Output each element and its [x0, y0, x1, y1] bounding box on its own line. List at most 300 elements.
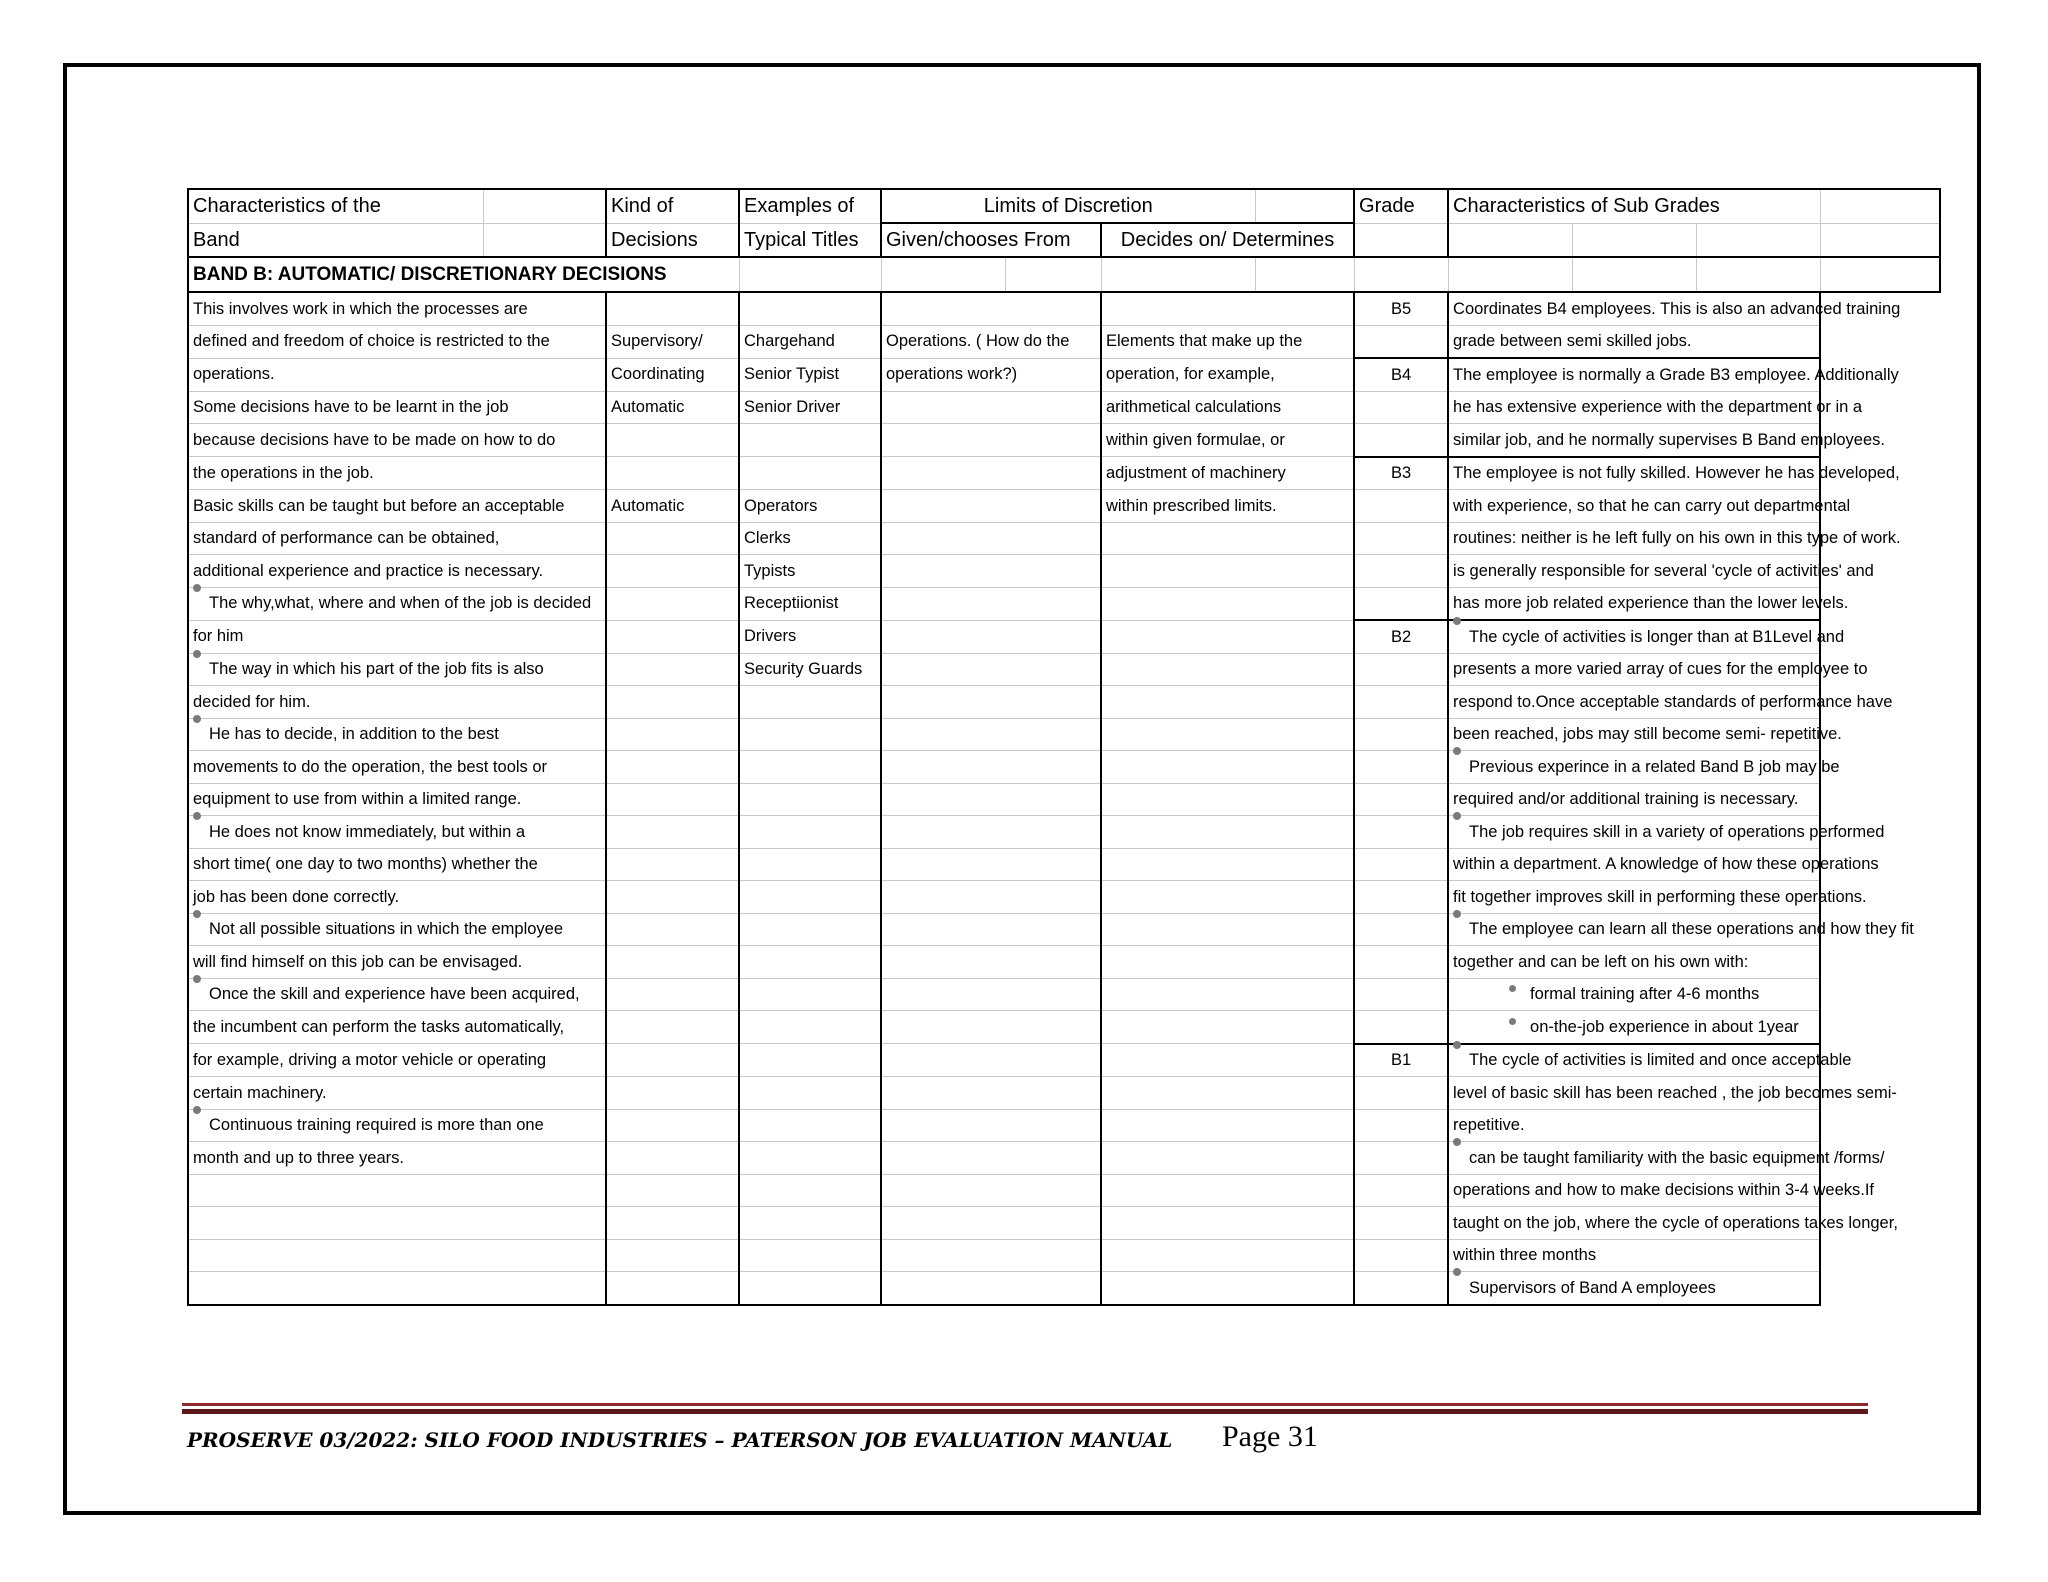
cell-subgrade — [1448, 718, 1842, 751]
cell-given — [881, 881, 1101, 914]
cell-given — [881, 946, 1101, 979]
cell-characteristics: movements to do the operation, the best tools or — [188, 751, 606, 784]
subgrade-text: formal training after 4-6 months — [1530, 985, 1760, 1003]
cell-grade — [1354, 978, 1448, 1011]
cell-characteristics: will find himself on this job can be envisaged. — [188, 946, 606, 979]
cell-given — [881, 1077, 1101, 1110]
cell-given — [881, 1174, 1101, 1207]
cell-given — [881, 555, 1101, 588]
cell-grade — [1354, 881, 1448, 914]
cell-subgrade — [1448, 686, 1893, 719]
header-typical-titles: Typical Titles — [739, 223, 881, 257]
cell-subgrade — [1448, 1272, 1820, 1305]
cell-given — [881, 620, 1101, 653]
cell-grade — [1354, 751, 1448, 784]
cell-subgrade — [1448, 1011, 1820, 1044]
header-characteristics: Characteristics of the — [188, 189, 483, 223]
cell-subgrade — [1448, 587, 1849, 620]
subgrade-text: routines: neither is he left fully on his own in this type of work. — [1453, 529, 1901, 547]
cell-decides — [1101, 1077, 1354, 1110]
cell-given — [881, 587, 1101, 620]
cell-decides: operation, for example, — [1101, 358, 1354, 391]
cell-decides — [1101, 1142, 1354, 1175]
subgrade-text: required and/or additional training is necessary. — [1453, 790, 1799, 808]
table-row — [188, 1142, 1940, 1175]
cell-subgrade — [1448, 325, 1820, 358]
cell-kind — [606, 946, 739, 979]
subgrade-text: within a department. A knowledge of how these operations — [1453, 855, 1879, 873]
cell-titles — [739, 1044, 881, 1077]
band-b-table — [187, 188, 1941, 1306]
band-title-row — [188, 257, 1940, 292]
cell-grade — [1354, 848, 1448, 881]
cell-kind — [606, 522, 739, 555]
subgrade-text: can be taught familiarity with the basic equipment /forms/ — [1469, 1148, 1885, 1167]
bullet-icon — [1509, 1018, 1516, 1025]
table-row — [188, 1044, 1940, 1077]
cell-decides — [1101, 555, 1354, 588]
cell-kind — [606, 881, 739, 914]
cell-subgrade — [1448, 457, 1900, 490]
cell-kind — [606, 1044, 739, 1077]
cell-kind — [606, 686, 739, 719]
cell-characteristics: operations. — [188, 358, 606, 391]
cell-given: operations work?) — [881, 358, 1101, 391]
table-row — [188, 686, 1940, 719]
subgrade-text: The employee can learn all these operations and how they fit — [1469, 920, 1914, 938]
bullet-icon — [1509, 985, 1516, 992]
cell-subgrade — [1448, 555, 1874, 588]
subgrade-text: has more job related experience than the lower levels. — [1453, 594, 1849, 612]
page-number: Page 31 — [1222, 1420, 1318, 1453]
subgrade-text: Previous experince in a related Band B job may be — [1469, 757, 1840, 776]
cell-titles — [739, 686, 881, 719]
header-band: Band — [188, 223, 483, 257]
cell-kind — [606, 816, 739, 849]
cell-characteristics: job has been done correctly. — [188, 881, 606, 914]
cell-decides — [1101, 522, 1354, 555]
cell-characteristics: defined and freedom of choice is restricted to the — [188, 325, 606, 358]
cell-given — [881, 490, 1101, 523]
cell-kind — [606, 978, 739, 1011]
cell-characteristics: Some decisions have to be learnt in the job — [188, 391, 606, 424]
table-row — [188, 1239, 1940, 1272]
cell-given — [881, 1142, 1101, 1175]
table-row — [188, 1174, 1940, 1207]
cell-grade: B3 — [1354, 457, 1448, 490]
cell-characteristics: the incumbent can perform the tasks automatically, — [188, 1011, 606, 1044]
cell-grade — [1354, 946, 1448, 979]
subgrade-text: The cycle of activities is longer than at B1Level and — [1469, 627, 1845, 646]
cell-subgrade — [1448, 620, 1845, 653]
cell-given — [881, 816, 1101, 849]
cell-titles — [739, 1011, 881, 1044]
cell-decides: arithmetical calculations — [1101, 391, 1354, 424]
subgrade-text: on-the-job experience in about 1year — [1530, 1017, 1799, 1036]
cell-titles: Security Guards — [739, 653, 881, 686]
cell-decides — [1101, 751, 1354, 784]
cell-titles — [739, 751, 881, 784]
cell-characteristics — [188, 1207, 606, 1240]
cell-kind — [606, 1077, 739, 1110]
table-row — [188, 424, 1940, 457]
table-row — [188, 555, 1940, 588]
cell-titles — [739, 1207, 881, 1240]
cell-grade — [1354, 1109, 1448, 1142]
cell-kind — [606, 620, 739, 653]
cell-titles — [739, 1142, 881, 1175]
table-row — [188, 620, 1940, 653]
cell-decides — [1101, 816, 1354, 849]
cell-grade — [1354, 522, 1448, 555]
table-row — [188, 946, 1940, 979]
cell-given — [881, 848, 1101, 881]
subgrade-text: together and can be left on his own with: — [1453, 952, 1749, 971]
cell-subgrade — [1448, 913, 1914, 946]
cell-subgrade — [1448, 1142, 1885, 1175]
subgrade-text: level of basic skill has been reached , the job becomes semi- — [1453, 1083, 1897, 1102]
cell-given — [881, 522, 1101, 555]
subgrade-text: respond to.Once acceptable standards of performance have — [1453, 692, 1893, 711]
cell-kind — [606, 718, 739, 751]
cell-given — [881, 391, 1101, 424]
cell-decides — [1101, 686, 1354, 719]
subgrade-text: Coordinates B4 employees. This is also an advanced training — [1453, 299, 1901, 318]
cell-decides — [1101, 1207, 1354, 1240]
cell-decides — [1101, 1109, 1354, 1142]
cell-subgrade — [1448, 978, 1820, 1011]
table-row — [188, 1077, 1940, 1110]
header-decides: Decides on/ Determines — [1101, 223, 1354, 257]
cell-kind — [606, 587, 739, 620]
cell-given — [881, 424, 1101, 457]
table-row — [188, 1207, 1940, 1240]
cell-subgrade — [1448, 783, 1820, 816]
table-row — [188, 391, 1940, 424]
cell-kind — [606, 783, 739, 816]
header-grade: Grade — [1354, 189, 1448, 223]
cell-decides — [1101, 1272, 1354, 1305]
cell-grade — [1354, 718, 1448, 751]
cell-grade — [1354, 653, 1448, 686]
cell-kind: Automatic — [606, 490, 739, 523]
cell-characteristics: decided for him. — [188, 686, 606, 719]
table-row — [188, 848, 1940, 881]
cell-given — [881, 1011, 1101, 1044]
subgrade-text: within three months — [1453, 1246, 1597, 1264]
cell-subgrade — [1448, 1109, 1820, 1142]
cell-decides — [1101, 848, 1354, 881]
cell-titles — [739, 946, 881, 979]
cell-titles — [739, 1109, 881, 1142]
cell-subgrade — [1448, 1174, 1875, 1207]
subgrade-text: grade between semi skilled jobs. — [1453, 332, 1692, 350]
cell-characteristics — [188, 1239, 606, 1272]
cell-decides: within given formulae, or — [1101, 424, 1354, 457]
table-row — [188, 457, 1940, 490]
cell-titles — [739, 424, 881, 457]
cell-subgrade — [1448, 490, 1851, 523]
cell-decides — [1101, 913, 1354, 946]
cell-kind — [606, 1174, 739, 1207]
cell-grade — [1354, 1272, 1448, 1305]
cell-titles — [739, 978, 881, 1011]
table-row — [188, 913, 1940, 946]
cell-subgrade — [1448, 292, 1901, 325]
cell-titles — [739, 816, 881, 849]
subgrade-text: is generally responsible for several 'cycle of activities' and — [1453, 561, 1874, 580]
cell-characteristics: for example, driving a motor vehicle or operating — [188, 1044, 606, 1077]
cell-decides: within prescribed limits. — [1101, 490, 1354, 523]
footer-rule — [182, 1403, 1868, 1406]
cell-kind — [606, 1207, 739, 1240]
cell-grade — [1354, 1239, 1448, 1272]
subgrade-text: presents a more varied array of cues for the employee to — [1453, 660, 1868, 678]
table-row — [188, 783, 1940, 816]
cell-characteristics: additional experience and practice is necessary. — [188, 555, 606, 588]
footer-rule-thick — [182, 1409, 1868, 1414]
cell-given — [881, 1272, 1101, 1305]
cell-grade — [1354, 1011, 1448, 1044]
cell-titles — [739, 783, 881, 816]
cell-grade — [1354, 424, 1448, 457]
cell-titles — [739, 292, 881, 325]
cell-given — [881, 1109, 1101, 1142]
header-row-1 — [188, 189, 1940, 223]
header-limits: Limits of Discretion — [881, 189, 1255, 223]
cell-subgrade — [1448, 1077, 1897, 1110]
cell-subgrade — [1448, 946, 1820, 979]
header-subgrades: Characteristics of Sub Grades — [1448, 189, 1820, 223]
cell-subgrade — [1448, 424, 1885, 457]
cell-decides — [1101, 653, 1354, 686]
cell-kind — [606, 1142, 739, 1175]
subgrade-text: operations and how to make decisions within 3-4 weeks.If — [1453, 1181, 1875, 1199]
table-row — [188, 292, 1940, 325]
table-row — [188, 1272, 1940, 1305]
table-row — [188, 1109, 1940, 1142]
table-row — [188, 653, 1940, 686]
subgrade-text: The employee is normally a Grade B3 employee. Additionally — [1453, 365, 1899, 384]
cell-decides — [1101, 587, 1354, 620]
cell-kind — [606, 1011, 739, 1044]
cell-grade — [1354, 1077, 1448, 1110]
cell-decides — [1101, 1239, 1354, 1272]
cell-characteristics — [188, 1174, 606, 1207]
cell-characteristics: The way in which his part of the job fits is also — [188, 653, 606, 686]
cell-grade: B2 — [1354, 620, 1448, 653]
table-row — [188, 587, 1940, 620]
cell-kind — [606, 1272, 739, 1305]
cell-grade — [1354, 1142, 1448, 1175]
subgrade-text: repetitive. — [1453, 1116, 1525, 1134]
cell-characteristics: month and up to three years. — [188, 1142, 606, 1175]
subgrade-text: fit together improves skill in performing these operations. — [1453, 887, 1867, 906]
cell-subgrade — [1448, 881, 1867, 914]
cell-characteristics: The why,what, where and when of the job is decided — [188, 587, 606, 620]
cell-grade — [1354, 1174, 1448, 1207]
cell-decides — [1101, 881, 1354, 914]
cell-characteristics: Continuous training required is more than one — [188, 1109, 606, 1142]
cell-subgrade — [1448, 848, 1879, 881]
cell-titles — [739, 457, 881, 490]
cell-characteristics: standard of performance can be obtained, — [188, 522, 606, 555]
cell-subgrade — [1448, 1207, 1898, 1240]
cell-given — [881, 457, 1101, 490]
cell-kind — [606, 848, 739, 881]
header-examples: Examples of — [739, 189, 881, 223]
cell-given — [881, 653, 1101, 686]
cell-given: Operations. ( How do the — [881, 325, 1101, 358]
cell-titles — [739, 718, 881, 751]
cell-decides — [1101, 1011, 1354, 1044]
subgrade-text: with experience, so that he can carry out departmental — [1453, 496, 1851, 515]
cell-titles — [739, 1272, 881, 1305]
cell-grade — [1354, 555, 1448, 588]
cell-characteristics: He does not know immediately, but within a — [188, 816, 606, 849]
table-row — [188, 358, 1940, 391]
cell-kind — [606, 555, 739, 588]
table-row — [188, 978, 1940, 1011]
footer-title: PROSERVE 03/2022: SILO FOOD INDUSTRIES – PATERSON JOB EVALUATION MANUAL — [187, 1428, 1173, 1452]
cell-characteristics: certain machinery. — [188, 1077, 606, 1110]
table-row — [188, 881, 1940, 914]
table-row — [188, 718, 1940, 751]
cell-decides — [1101, 783, 1354, 816]
table-row — [188, 751, 1940, 784]
cell-subgrade — [1448, 1044, 1852, 1077]
cell-grade — [1354, 325, 1448, 358]
cell-given — [881, 1207, 1101, 1240]
cell-titles — [739, 881, 881, 914]
cell-characteristics: Basic skills can be taught but before an acceptable — [188, 490, 606, 523]
subgrade-text: The employee is not fully skilled. However he has developed, — [1453, 464, 1900, 482]
cell-grade — [1354, 686, 1448, 719]
cell-grade — [1354, 391, 1448, 424]
cell-titles: Typists — [739, 555, 881, 588]
cell-kind — [606, 1239, 739, 1272]
cell-decides — [1101, 1044, 1354, 1077]
cell-titles: Drivers — [739, 620, 881, 653]
cell-given — [881, 1044, 1101, 1077]
cell-given — [881, 686, 1101, 719]
header-decisions: Decisions — [606, 223, 739, 257]
table-row — [188, 1011, 1940, 1044]
cell-characteristics — [188, 1272, 606, 1305]
header-row-2 — [188, 223, 1940, 257]
cell-decides — [1101, 946, 1354, 979]
cell-grade: B5 — [1354, 292, 1448, 325]
table-row — [188, 522, 1940, 555]
cell-characteristics: Not all possible situations in which the employee — [188, 913, 606, 946]
cell-grade — [1354, 587, 1448, 620]
cell-titles: Operators — [739, 490, 881, 523]
cell-decides — [1101, 620, 1354, 653]
table-row — [188, 490, 1940, 523]
cell-decides — [1101, 718, 1354, 751]
subgrade-text: The job requires skill in a variety of operations performed — [1469, 822, 1885, 841]
cell-subgrade — [1448, 391, 1863, 424]
cell-characteristics: equipment to use from within a limited range. — [188, 783, 606, 816]
cell-characteristics: the operations in the job. — [188, 457, 606, 490]
band-title: BAND B: AUTOMATIC/ DISCRETIONARY DECISIONS — [188, 257, 739, 292]
cell-kind: Coordinating — [606, 358, 739, 391]
table-row — [188, 816, 1940, 849]
cell-given — [881, 978, 1101, 1011]
cell-subgrade — [1448, 1239, 1820, 1272]
cell-titles: Receptiionist — [739, 587, 881, 620]
cell-subgrade — [1448, 358, 1899, 391]
subgrade-text: he has extensive experience with the department or in a — [1453, 398, 1863, 416]
cell-subgrade — [1448, 653, 1868, 686]
cell-grade: B1 — [1354, 1044, 1448, 1077]
cell-characteristics: because decisions have to be made on how to do — [188, 424, 606, 457]
cell-titles — [739, 1077, 881, 1110]
cell-grade — [1354, 1207, 1448, 1240]
cell-characteristics: He has to decide, in addition to the best — [188, 718, 606, 751]
cell-decides: Elements that make up the — [1101, 325, 1354, 358]
subgrade-text: Supervisors of Band A employees — [1469, 1278, 1716, 1297]
subgrade-text: similar job, and he normally supervises B Band employees. — [1453, 430, 1885, 449]
subgrade-text: The cycle of activities is limited and once acceptable — [1469, 1051, 1852, 1069]
cell-kind — [606, 653, 739, 686]
header-kind: Kind of — [606, 189, 739, 223]
cell-decides — [1101, 1174, 1354, 1207]
cell-titles: Senior Typist — [739, 358, 881, 391]
cell-kind — [606, 913, 739, 946]
subgrade-text: been reached, jobs may still become semi- repetitive. — [1453, 725, 1842, 743]
cell-characteristics: Once the skill and experience have been acquired, — [188, 978, 606, 1011]
cell-kind — [606, 1109, 739, 1142]
cell-grade — [1354, 490, 1448, 523]
cell-kind — [606, 424, 739, 457]
cell-kind — [606, 292, 739, 325]
header-given: Given/chooses From — [881, 223, 1101, 257]
cell-subgrade — [1448, 816, 1885, 849]
cell-titles — [739, 1239, 881, 1272]
cell-characteristics: short time( one day to two months) whether the — [188, 848, 606, 881]
cell-given — [881, 1239, 1101, 1272]
cell-kind: Automatic — [606, 391, 739, 424]
cell-titles — [739, 1174, 881, 1207]
cell-titles: Clerks — [739, 522, 881, 555]
cell-given — [881, 718, 1101, 751]
cell-decides — [1101, 292, 1354, 325]
cell-titles: Senior Driver — [739, 391, 881, 424]
cell-characteristics: for him — [188, 620, 606, 653]
cell-titles — [739, 913, 881, 946]
cell-grade: B4 — [1354, 358, 1448, 391]
cell-grade — [1354, 783, 1448, 816]
cell-given — [881, 783, 1101, 816]
cell-decides: adjustment of machinery — [1101, 457, 1354, 490]
cell-titles: Chargehand — [739, 325, 881, 358]
cell-grade — [1354, 913, 1448, 946]
cell-titles — [739, 848, 881, 881]
cell-kind — [606, 457, 739, 490]
cell-decides — [1101, 978, 1354, 1011]
cell-grade — [1354, 816, 1448, 849]
cell-given — [881, 751, 1101, 784]
cell-given — [881, 292, 1101, 325]
cell-characteristics: This involves work in which the processes are — [188, 292, 606, 325]
cell-kind — [606, 751, 739, 784]
cell-given — [881, 913, 1101, 946]
cell-subgrade — [1448, 522, 1901, 555]
cell-subgrade — [1448, 751, 1840, 784]
subgrade-text: taught on the job, where the cycle of operations takes longer, — [1453, 1213, 1898, 1232]
cell-kind: Supervisory/ — [606, 325, 739, 358]
